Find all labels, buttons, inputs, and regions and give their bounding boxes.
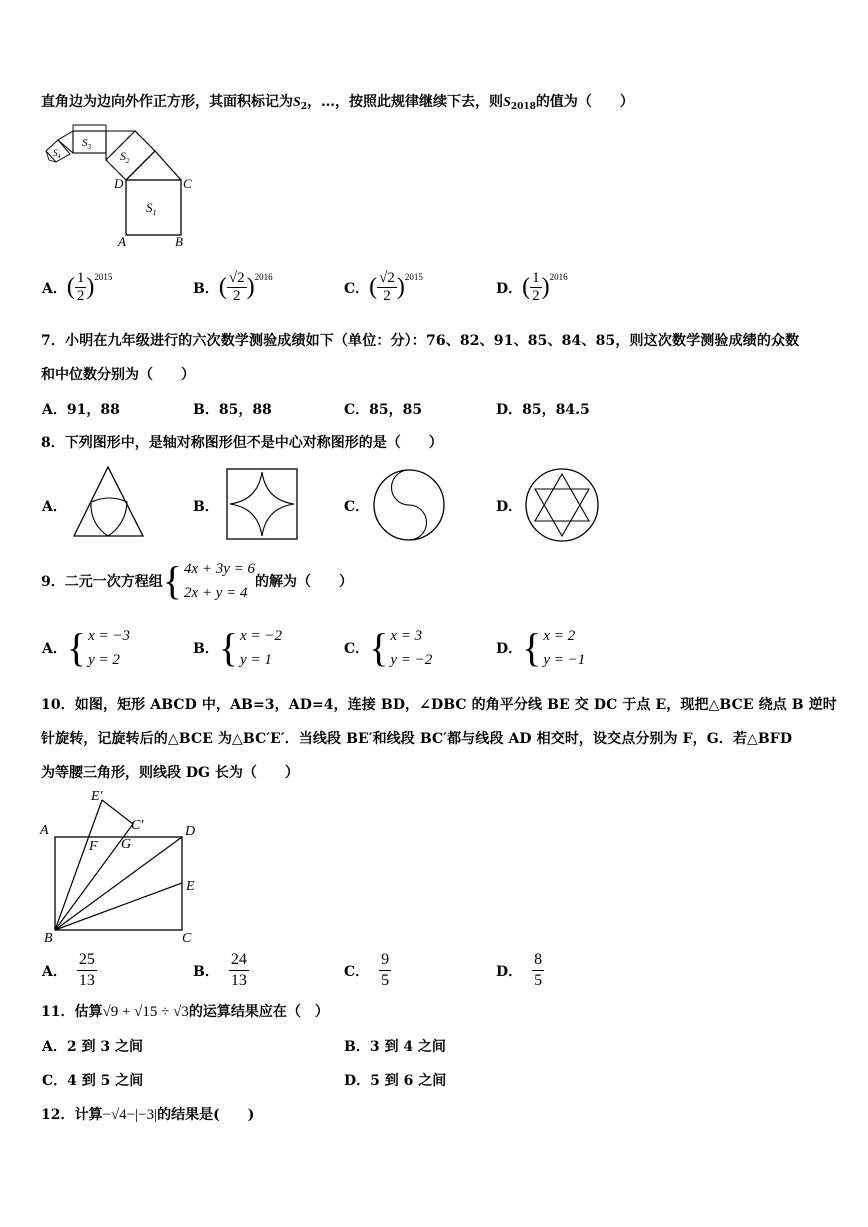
q10-figure xyxy=(36,786,206,946)
q11-prefix: 11．估算 xyxy=(41,1004,103,1020)
q6-option-letter: D． xyxy=(496,280,523,297)
q6-option-a[interactable] xyxy=(42,270,112,305)
q11-option-b[interactable]: B．3 到 4 之间 xyxy=(344,1039,446,1055)
q11-option-c[interactable]: C．4 到 5 之间 xyxy=(42,1073,144,1089)
fraction: $\frac{1}{2}$ xyxy=(532,270,540,304)
q11-expr: √9 + √15 ÷ √3 xyxy=(102,1004,189,1020)
q6-top-edge xyxy=(73,125,106,131)
q6-label-s2: $S_2$ xyxy=(120,149,130,165)
left-paren: ( xyxy=(66,274,75,300)
q9-option-d[interactable] xyxy=(496,624,585,672)
q9-eq1: 4x + 3y = 6 xyxy=(183,561,256,577)
q10-line-be xyxy=(55,883,182,930)
q9-stem xyxy=(41,557,353,605)
q10-label-g: G xyxy=(121,837,132,852)
q7-option-a[interactable]: A．91，88 xyxy=(42,402,120,418)
q8-option-d[interactable]: D． xyxy=(496,499,523,515)
q9-option-letter: D． xyxy=(496,641,523,657)
q7-option-c[interactable]: C．85，85 xyxy=(344,402,423,418)
right-paren: ) xyxy=(541,274,550,300)
q10-label-e: E xyxy=(186,879,195,894)
solution-system: { x = −2 y = 1 xyxy=(218,625,282,670)
q6-option-b[interactable] xyxy=(193,270,273,305)
solution-system: { x = −3 y = 2 xyxy=(66,625,130,670)
q9-system xyxy=(163,557,255,605)
q6-label-b: B xyxy=(175,234,183,249)
q6-s2018-sub: 2018 xyxy=(510,102,536,112)
q8-option-c[interactable]: C． xyxy=(344,499,370,515)
q10-line3: 为等腰三角形，则线段 DG 长为（ ） xyxy=(41,765,299,781)
q12-prefix: 12．计算 xyxy=(41,1107,103,1123)
q9-option-letter: B． xyxy=(193,641,219,657)
q8-figure-a[interactable] xyxy=(68,464,158,540)
fraction: $\frac{√2}{2}$ xyxy=(228,270,245,304)
q6-square-s2 xyxy=(106,131,155,180)
solution-system: { x = 2 y = −1 xyxy=(522,625,586,670)
solution-system: { x = 3 y = −2 xyxy=(369,625,433,670)
q9-option-c[interactable] xyxy=(344,624,432,672)
q9-option-b[interactable] xyxy=(193,624,282,672)
q10-option-letter: C． xyxy=(344,963,370,980)
q6-label-s1: $S_1$ xyxy=(146,200,157,217)
right-paren: ) xyxy=(86,274,95,300)
q10-line-bd xyxy=(55,837,182,930)
q8-option-b[interactable]: B． xyxy=(193,499,219,515)
q6-option-letter: B． xyxy=(193,280,219,297)
q10-line-be1 xyxy=(55,800,102,930)
q6-stem-part1: 直角边为边向外作正方形，其面积标记为 xyxy=(41,94,293,110)
q10-option-b[interactable] xyxy=(193,950,249,991)
q9-brace: { xyxy=(162,558,182,603)
q10-option-d[interactable] xyxy=(496,950,544,991)
q7-option-d[interactable]: D．85，84.5 xyxy=(496,402,590,418)
q6-stem-part2: ，…，按照此规律继续下去，则 xyxy=(307,94,504,110)
q8-figure-c[interactable] xyxy=(372,468,446,542)
fraction: $\frac{25}{13}$ xyxy=(78,951,95,989)
q10-option-c[interactable] xyxy=(344,950,391,991)
q8-figure-b[interactable] xyxy=(226,468,300,540)
exponent: 2015 xyxy=(404,272,423,282)
q9-eq2: 2x + y = 4 xyxy=(183,585,248,601)
fraction: $\frac{24}{13}$ xyxy=(230,951,247,989)
q10-label-c1: C′ xyxy=(131,818,144,833)
q7-option-b[interactable]: B．85，88 xyxy=(193,402,272,418)
q6-triangle-1 xyxy=(126,151,181,180)
q6-label-s4: $S_4$ xyxy=(53,148,61,160)
q10-line-e1c1 xyxy=(102,800,133,824)
q7-line2: 和中位数分别为（ ） xyxy=(41,367,195,383)
fraction: $\frac{9}{5}$ xyxy=(381,951,390,989)
q6-s2018: S xyxy=(503,95,511,110)
q10-label-f: F xyxy=(89,839,98,854)
q10-line2: 针旋转，记旋转后的△BCE 为△BC′E′．当线段 BE′和线段 BC′都与线段 AD 相交时，设交点分别为 F，G．若△BFD xyxy=(41,731,793,747)
q6-s2: S xyxy=(293,95,301,110)
q6-label-a: A xyxy=(118,234,126,249)
q9-option-a[interactable] xyxy=(42,624,130,672)
fraction: $\frac{8}{5}$ xyxy=(534,951,543,989)
q11-option-a[interactable]: A．2 到 3 之间 xyxy=(42,1039,143,1055)
q6-option-letter: C． xyxy=(344,280,370,297)
right-paren: ) xyxy=(246,274,255,300)
q10-line1: 10．如图，矩形 ABCD 中，AB=3，AD=4，连接 BD，∠DBC 的角平分线 BE 交 DC 于点 E，现把△BCE 绕点 B 逆时 xyxy=(41,697,837,713)
q8-option-a[interactable]: A． xyxy=(42,499,67,515)
q7-line1: 7．小明在九年级进行的六次数学测验成绩如下（单位：分）：76、82、91、85、84、85，则这次数学测验成绩的众数 xyxy=(41,333,800,349)
q6-label-d: D xyxy=(114,176,124,191)
q10-label-d: D xyxy=(185,824,196,839)
q6-option-c[interactable] xyxy=(344,270,423,305)
q12-expr: −√4−|−3| xyxy=(102,1107,158,1123)
q9-option-letter: A． xyxy=(42,641,67,657)
left-paren: ( xyxy=(218,274,227,300)
exponent: 2016 xyxy=(254,272,273,282)
q9-prefix: 9．二元一次方程组 xyxy=(41,574,163,590)
q10-option-letter: D． xyxy=(496,963,523,980)
q6-option-d[interactable] xyxy=(496,270,568,305)
q6-label-c: C xyxy=(183,176,192,191)
q6-stem xyxy=(41,91,634,112)
q6-option-letter: A． xyxy=(42,280,67,297)
q10-label-c: C xyxy=(182,931,192,946)
q11-stem xyxy=(41,1001,329,1021)
q11-suffix: 的运算结果应在（ ） xyxy=(188,1004,329,1020)
q10-option-a[interactable] xyxy=(42,950,97,991)
q12-stem xyxy=(41,1104,254,1124)
q10-option-letter: A． xyxy=(42,963,67,980)
q8-stem: 8．下列图形中，是轴对称图形但不是中心对称图形的是（ ） xyxy=(41,435,443,451)
left-paren: ( xyxy=(522,274,531,300)
q10-option-letter: B． xyxy=(193,963,219,980)
fraction: $\frac{1}{2}$ xyxy=(76,270,85,304)
q10-label-a: A xyxy=(40,823,49,838)
q10-label-b: B xyxy=(44,931,53,946)
q6-s2-sub: 2 xyxy=(300,102,308,112)
fraction: $\frac{√2}{2}$ xyxy=(379,270,395,304)
q10-label-e1: E′ xyxy=(91,789,103,804)
right-paren: ) xyxy=(396,274,405,300)
q6-label-s3: $S_3$ xyxy=(82,137,91,151)
q9-option-letter: C． xyxy=(344,641,370,657)
exponent: 2015 xyxy=(94,272,113,282)
q12-suffix: 的结果是( ) xyxy=(157,1107,255,1123)
q8-figure-d[interactable] xyxy=(524,466,602,544)
q9-suffix: 的解为（ ） xyxy=(255,574,354,590)
exponent: 2016 xyxy=(549,272,568,282)
q6-stem-part3: 的值为（ ） xyxy=(535,94,634,110)
q11-option-d[interactable]: D．5 到 6 之间 xyxy=(344,1073,447,1089)
q6-figure xyxy=(40,118,200,250)
left-paren: ( xyxy=(369,274,378,300)
